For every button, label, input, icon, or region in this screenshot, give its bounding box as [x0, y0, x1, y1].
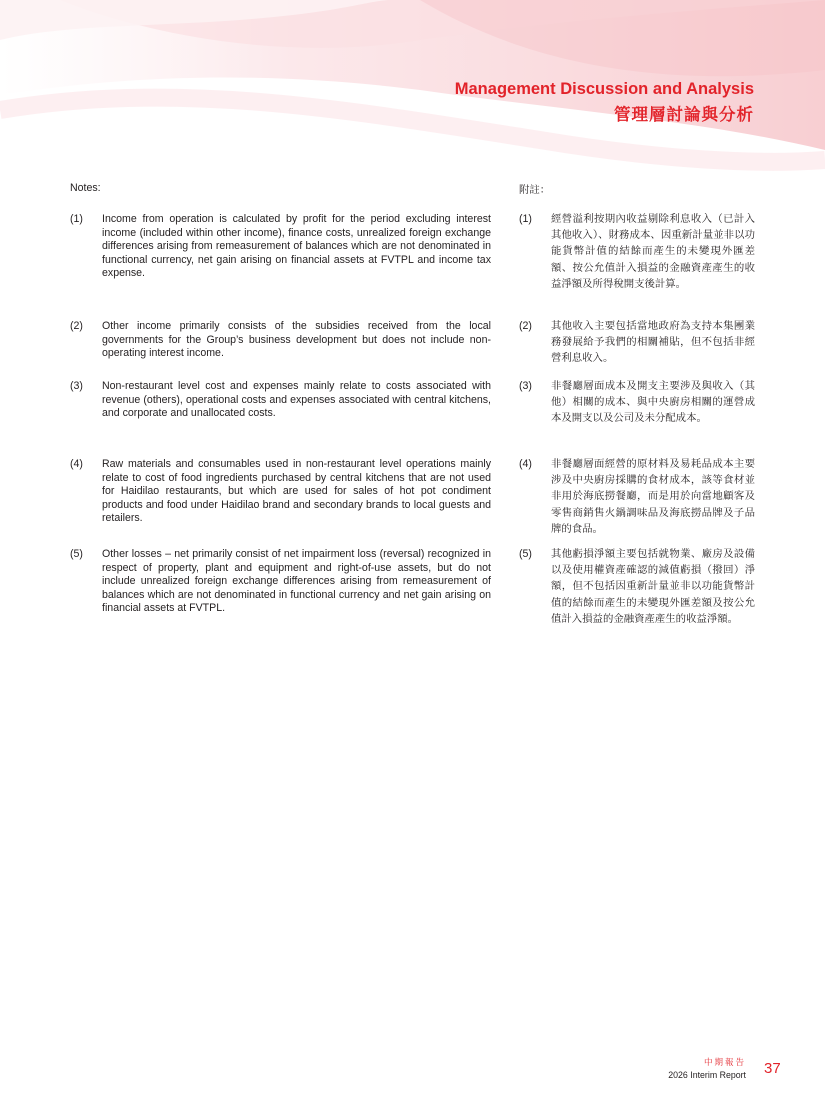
note-text: Raw materials and consumables used in non-restaurant level operations mainly relate to cost of food ingredients purchased by central kitchens that are not used for Haidilao restaurants, but which are used for sales of hot pot condiment products and food under Haidilao brand and secondary brands to local guests and retailers.: [102, 458, 491, 524]
note-item-en-5: [70, 548, 491, 616]
note-number: (5): [70, 548, 83, 560]
header-title-zh: 管理層討論與分析: [614, 106, 754, 124]
footer-report-en: 2026 Interim Report: [668, 1070, 746, 1080]
page-header: [455, 79, 754, 127]
footer-report-zh: 中期報告: [703, 1058, 746, 1068]
note-item-zh-5: [519, 546, 755, 627]
note-text: Other losses – net primarily consist of net impairment loss (reversal) recognized in respect of property, plant and equipment and right-of-use assets, but do not include unrealized foreign exchange differences arising from remeasurement of balances which are not denominated in functional currency and net gain arising on financial assets at FVTPL.: [102, 548, 491, 614]
note-item-zh-2: [519, 318, 755, 367]
note-number: (3): [70, 380, 83, 392]
note-text: Non-restaurant level cost and expenses mainly relate to costs associated with revenue (others), operational costs and expenses associated with central kitchens, and corporate and unallocated costs.: [102, 380, 491, 419]
note-item-en-2: [70, 320, 491, 361]
note-number: (5): [519, 548, 532, 560]
note-text: Income from operation is calculated by profit for the period excluding interest income (included within other income), finance costs, unrealized foreign exchange differences arising from remeasurement of balances which are not denominated in functional currency, net gain arising on financial assets at FVTPL and income tax expense.: [102, 213, 491, 279]
note-number: (1): [70, 213, 83, 225]
note-item-zh-4: [519, 456, 755, 537]
note-number: (1): [519, 213, 532, 225]
note-item-zh-1: [519, 211, 755, 292]
header-title-en: Management Discussion and Analysis: [454, 80, 754, 98]
page-number: 37: [764, 1060, 781, 1077]
note-number: (2): [519, 320, 532, 332]
note-text: 非餐廳層面經營的原材料及易耗品成本主要涉及中央廚房採購的食材成本，該等食材並非用於海底撈餐廳，而是用於向當地顧客及零售商銷售火鍋調味品及海底撈品牌及子品牌的食品。: [551, 458, 755, 535]
note-item-zh-3: [519, 378, 755, 427]
note-text: 其他虧損淨額主要包括就物業、廠房及設備以及使用權資產確認的減值虧損（撥回）淨額，但不包括因重新計量並非以功能貨幣計值的結餘而產生的未變現外匯差額及按公允值計入損益的金融資產產生的收益淨額。: [551, 548, 755, 625]
note-number: (3): [519, 380, 532, 392]
page-footer: [668, 1057, 746, 1082]
note-text: 經營溢利按期內收益剔除利息收入（已計入其他收入）、財務成本、因重新計量並非以功能貨幣計值的結餘而產生的未變現外匯差額、按公允值計入損益的金融資產產生的收益淨額及所得稅開支後計算。: [551, 213, 755, 290]
note-number: (4): [519, 458, 532, 470]
note-number: (4): [70, 458, 83, 470]
note-item-en-4: [70, 458, 491, 526]
note-text: Other income primarily consists of the subsidies received from the local governments for the Group’s business development but does not include non-operating interest income.: [102, 320, 491, 359]
note-text: 其他收入主要包括當地政府為支持本集團業務發展給予我們的相關補貼，但不包括非經營利息收入。: [551, 320, 755, 365]
note-item-en-1: [70, 213, 491, 281]
notes-heading-en: Notes:: [70, 182, 101, 194]
notes-heading-zh: 附註：: [519, 184, 551, 196]
note-number: (2): [70, 320, 83, 332]
note-item-en-3: [70, 380, 491, 421]
note-text: 非餐廳層面成本及開支主要涉及與收入（其他）相關的成本、與中央廚房相關的運營成本及開支以及公司及未分配成本。: [551, 380, 755, 425]
